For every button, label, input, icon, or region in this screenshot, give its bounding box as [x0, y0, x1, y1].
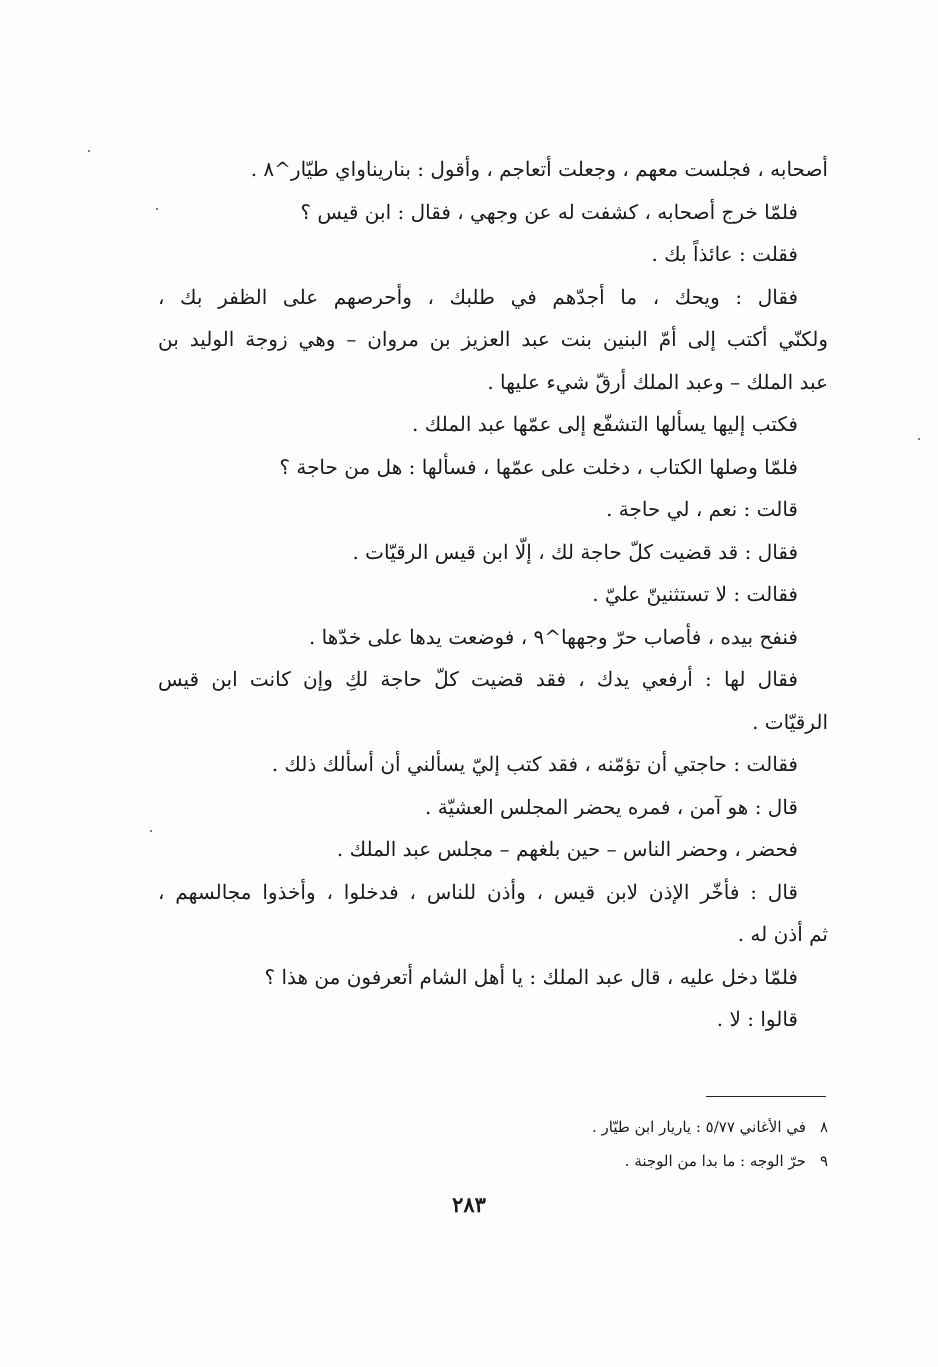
text-line: قالوا : لا . [716, 1007, 798, 1031]
text-line: ثم أذن له . [737, 922, 828, 946]
text-line: فقال : قد قضيت كلّ حاجة لك ، إلّا ابن قيس الرقيّات . [352, 539, 798, 564]
footnote-number: ٩ [819, 1152, 828, 1170]
footnote-text: في الأغاني ٥/٧٧ : ياريار ابن طيّار . [591, 1118, 806, 1136]
text-line: فلمّا دخل عليه ، قال عبد الملك : يا أهل الشام أتعرفون من هذا ؟ [264, 964, 798, 989]
scan-speck [150, 830, 152, 832]
text-line: فقال لها : أرفعي يدك ، فقد قضيت كلّ حاجة لكِ وإن كانت ابن قيس [158, 667, 798, 691]
scan-speck [918, 438, 920, 440]
page-number: ٢٨٣ [452, 1192, 486, 1217]
text-line: قالت : نعم ، لي حاجة . [606, 497, 798, 521]
text-line: أصحابه ، فجلست معهم ، وجعلت أتعاجم ، وأقول : بناريناواي طيّار^٨ . [250, 157, 828, 181]
footnotes [228, 1110, 828, 1178]
scan-speck [156, 208, 158, 210]
text-line: فكتب إليها يسألها التشفّع إلى عمّها عبد الملك . [412, 412, 798, 436]
text-line: قال : هو آمن ، فمره يحضر المجلس العشيّة . [425, 794, 798, 819]
text-line: فقلت : عائذاً بك . [651, 242, 798, 266]
footnote [228, 1110, 828, 1144]
text-line: فلمّا خرج أصحابه ، كشفت له عن وجهي ، فقال : ابن قيس ؟ [300, 199, 798, 224]
text-line: فلمّا وصلها الكتاب ، دخلت على عمّها ، فسألها : هل من حاجة ؟ [279, 454, 798, 479]
text-line: فقالت : لا تستثنينّ عليّ . [592, 582, 798, 606]
text-line: فقالت : حاجتي أن تؤمّنه ، فقد كتب إليّ يسألني أن أسألك ذلك . [271, 752, 798, 776]
text-line: ولكنّي أكتب إلى أمّ البنين بنت عبد العزيز بن مروان – وهي زوجة الوليد بن [158, 327, 828, 351]
text-line: فقال : ويحك ، ما أجدّهم في طلبك ، وأحرصهم على الظفر بك ، [158, 284, 798, 309]
footnote [228, 1144, 828, 1178]
footnote-divider [706, 1096, 826, 1097]
text-line: الرقيّات . [752, 709, 828, 734]
footnote-number: ٨ [819, 1118, 828, 1136]
text-line: عبد الملك – وعبد الملك أرقّ شيء عليها . [487, 369, 828, 394]
text-line: فحضر ، وحضر الناس – حين بلغهم – مجلس عبد الملك . [336, 837, 798, 861]
text-line: فنفح بيده ، فأصاب حرّ وجهها^٩ ، فوضعت يدها على خدّها . [308, 624, 798, 649]
main-text [158, 148, 828, 1041]
scan-speck [88, 150, 90, 152]
footnote-text: حرّ الوجه : ما بدا من الوجنة . [624, 1152, 806, 1170]
text-line: قال : فأخّر الإذن لابن قيس ، وأذن للناس ، فدخلوا ، وأخذوا مجالسهم ، [158, 879, 798, 904]
